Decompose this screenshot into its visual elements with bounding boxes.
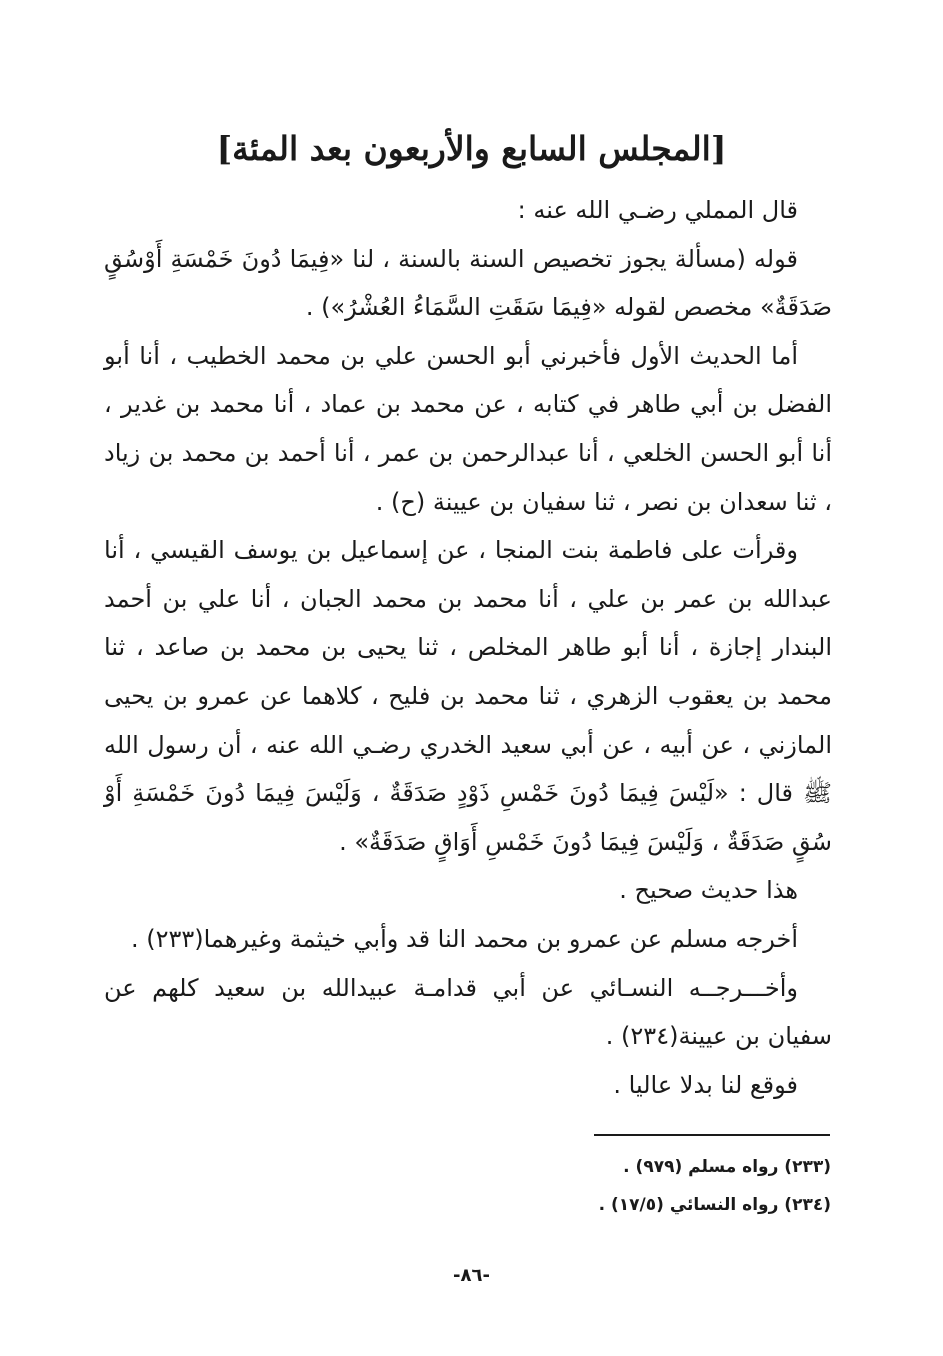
footnotes: [331, 1148, 831, 1224]
paragraph-takhrij-2: وأخـــرجــه النسـائي عن أبي قدامـة عبيدالله بن سعيد كلهم عن سفيان بن عيينة(٢٣٤) .: [104, 973, 832, 1051]
footnote-234: (٢٣٤) رواه النسائي (١٧/٥) .: [598, 1195, 831, 1215]
footnote-divider: [594, 1134, 830, 1136]
paragraph-quote: قوله (مسألة يجوز تخصيص السنة بالسنة ، لنا «فِيمَا دُونَ خَمْسَةِ أَوْسُقٍ صَدَقَةٌ» مخصص لقوله «فِيمَا سَقَتِ السَّمَاءُ العُشْرُ») .: [104, 244, 832, 322]
body-text: [104, 186, 832, 1109]
paragraph-grading: هذا حديث صحيح .: [619, 876, 798, 905]
page-number: -٨٦-: [453, 1265, 490, 1286]
paragraph-takhrij-1: أخرجه مسلم عن عمرو بن محمد النا قد وأبي خيثمة وغيرهما(٢٣٣) .: [130, 924, 798, 953]
paragraph-conclusion: فوقع لنا بدلا عاليا .: [613, 1070, 798, 1099]
paragraph-chain-1: أما الحديث الأول فأخبرني أبو الحسن علي بن محمد الخطيب ، أنا أبو الفضل بن أبي طاهر في كتابه ، عن محمد بن عماد ، أنا محمد بن غدير ، أنا أبو الحسن الخلعي ، أنا عبدالرحمن بن عمر ، أنا أحمد بن محمد بن زياد ، ثنا سعدان بن نصر ، ثنا سفيان بن عيينة (ح) .: [104, 341, 832, 516]
paragraph-intro: قال المملي رضـي الله عنه :: [517, 196, 798, 224]
footnote-233: (٢٣٣) رواه مسلم (٩٧٩) .: [623, 1157, 831, 1177]
paragraph-chain-2: وقرأت على فاطمة بنت المنجا ، عن إسماعيل بن يوسف القيسي ، أنا عبدالله بن عمر بن علي ، أنا محمد بن محمد الجبان ، أنا علي بن أحمد البندار إجازة ، أنا أبو طاهر المخلص ، ثنا يحيى بن محمد بن صاعد ، ثنا محمد بن يعقوب الزهري ، ثنا محمد بن فليح ، كلاهما عن عمرو بن يحيى المازني ، عن أبيه ، عن أبي سعيد الخدري رضـي الله عنه ، أن رسول الله ﷺ قال : «لَيْسَ فِيمَا دُونَ خَمْسِ ذَوْدٍ صَدَقَةٌ ، وَلَيْسَ فِيمَا دُونَ خَمْسَةِ أَوْ سُقٍ صَدَقَةٌ ، وَلَيْسَ فِيمَا دُونَ خَمْسِ أَوَاقٍ صَدَقَةٌ» .: [104, 536, 832, 856]
section-title: [المجلس السابع والأربعون بعد المئة]: [216, 129, 727, 168]
